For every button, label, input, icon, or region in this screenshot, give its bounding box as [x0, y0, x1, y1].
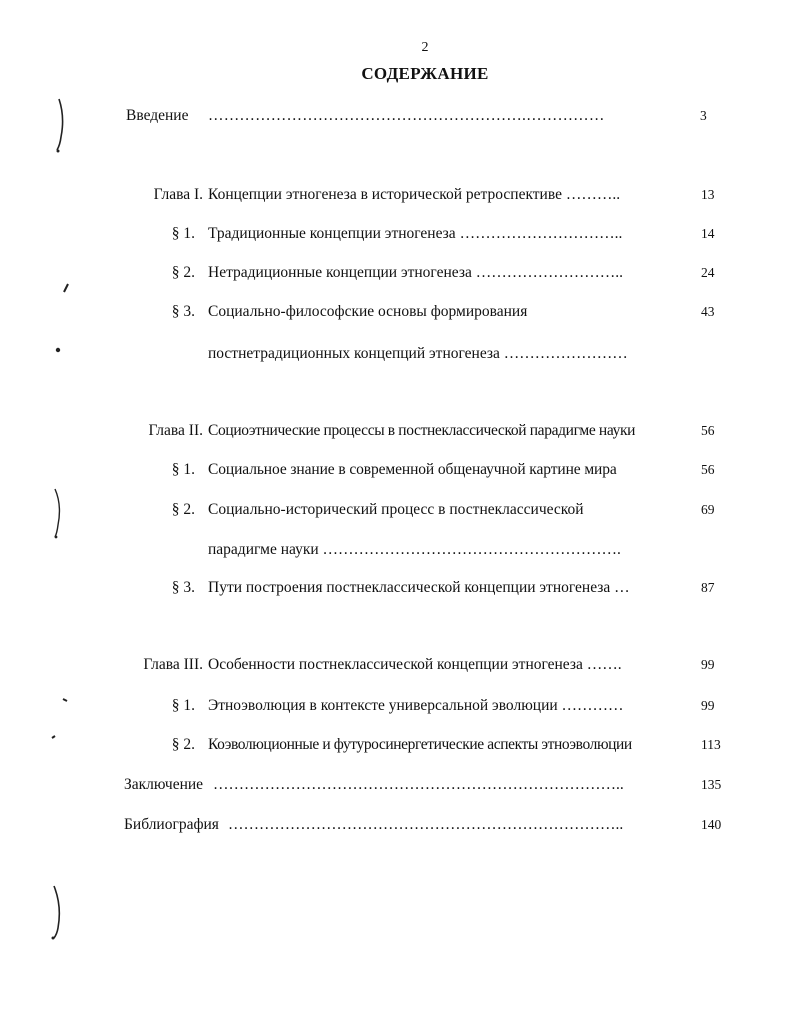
toc-ch1-s1-title: Традиционные концепции этногенеза ………………………….. — [208, 225, 623, 242]
toc-ch2-s2-label: § 2. — [171, 501, 195, 518]
toc-conclusion-label: Заключение — [124, 776, 204, 793]
toc-ch2-s1-page: 56 — [701, 462, 715, 477]
toc-ch1-s3-title: Социально-философские основы формирования — [208, 303, 528, 320]
toc-ch1-s2-page: 24 — [701, 265, 715, 280]
scan-artifact-bracket — [40, 483, 70, 543]
scan-artifact-dot — [48, 340, 68, 360]
toc-chapter-1-label: Глава I. — [153, 186, 203, 203]
toc-ch3-s2-label: § 2. — [171, 736, 195, 753]
scan-artifact-bracket — [40, 95, 70, 155]
scan-artifact-mark — [44, 728, 64, 748]
page-number: 2 — [421, 40, 429, 55]
toc-ch2-s1-title: Социальное знание в современной общенаучной картине мира — [208, 461, 617, 478]
toc-ch3-s1-label: § 1. — [171, 697, 195, 714]
toc-ch2-s3-title: Пути построения постнеклассической концепции этногенеза … — [208, 579, 630, 596]
toc-ch3-s1-page: 99 — [701, 698, 715, 713]
toc-chapter-3-title: Особенности постнеклассической концепции этногенеза ……. — [208, 656, 622, 673]
toc-bibliography-label: Библиография — [124, 816, 219, 833]
toc-ch1-s1-page: 14 — [701, 226, 715, 241]
toc-ch2-s2-title-cont: парадигме науки …………………………………………………. — [208, 541, 621, 558]
toc-ch1-s1-label: § 1. — [171, 225, 195, 242]
toc-ch1-s3-title-cont: постнетрадиционных концепций этногенеза …………………… — [208, 345, 628, 362]
page-title: СОДЕРЖАНИЕ — [361, 64, 489, 83]
toc-intro-leader: …………………………………………………….…………… — [208, 107, 605, 124]
toc-ch3-s2-title: Коэволюционные и футуросинергетические аспекты этноэволюции — [208, 736, 632, 753]
scan-artifact-mark — [58, 278, 78, 298]
toc-ch1-s3-label: § 3. — [171, 303, 195, 320]
scan-artifact-mark — [55, 690, 75, 710]
toc-intro-label: Введение — [126, 107, 189, 124]
toc-ch1-s3-page: 43 — [701, 304, 715, 319]
toc-ch3-s2-page: 113 — [701, 737, 721, 752]
toc-chapter-2-page: 56 — [701, 423, 715, 438]
toc-bibliography-leader: ………………………………………………………………….. — [228, 816, 624, 833]
toc-chapter-1-page: 13 — [701, 187, 715, 202]
toc-ch1-s2-title: Нетрадиционные концепции этногенеза ……………………….. — [208, 264, 623, 281]
toc-chapter-1-title: Концепции этногенеза в исторической ретроспективе ……….. — [208, 186, 621, 203]
toc-ch3-s1-title: Этноэволюция в контексте универсальной эволюции ………… — [208, 697, 624, 714]
toc-intro-page: 3 — [700, 108, 707, 123]
toc-ch2-s3-label: § 3. — [171, 579, 195, 596]
toc-conclusion-page: 135 — [701, 777, 722, 792]
toc-ch1-s2-label: § 2. — [171, 264, 195, 281]
toc-ch2-s2-page: 69 — [701, 502, 715, 517]
toc-chapter-2-label: Глава II. — [148, 422, 203, 439]
toc-chapter-3-page: 99 — [701, 657, 715, 672]
toc-chapter-3-label: Глава III. — [143, 656, 203, 673]
toc-chapter-2-title: Социоэтнические процессы в постнеклассической парадигме науки — [208, 422, 636, 439]
scan-artifact-bracket — [40, 880, 70, 945]
toc-ch2-s3-page: 87 — [701, 580, 715, 595]
toc-conclusion-leader: …………………………………………………………………….. — [213, 776, 624, 793]
toc-ch2-s2-title: Социально-исторический процесс в постнеклассической — [208, 501, 584, 518]
toc-bibliography-page: 140 — [701, 817, 722, 832]
toc-ch2-s1-label: § 1. — [171, 461, 195, 478]
